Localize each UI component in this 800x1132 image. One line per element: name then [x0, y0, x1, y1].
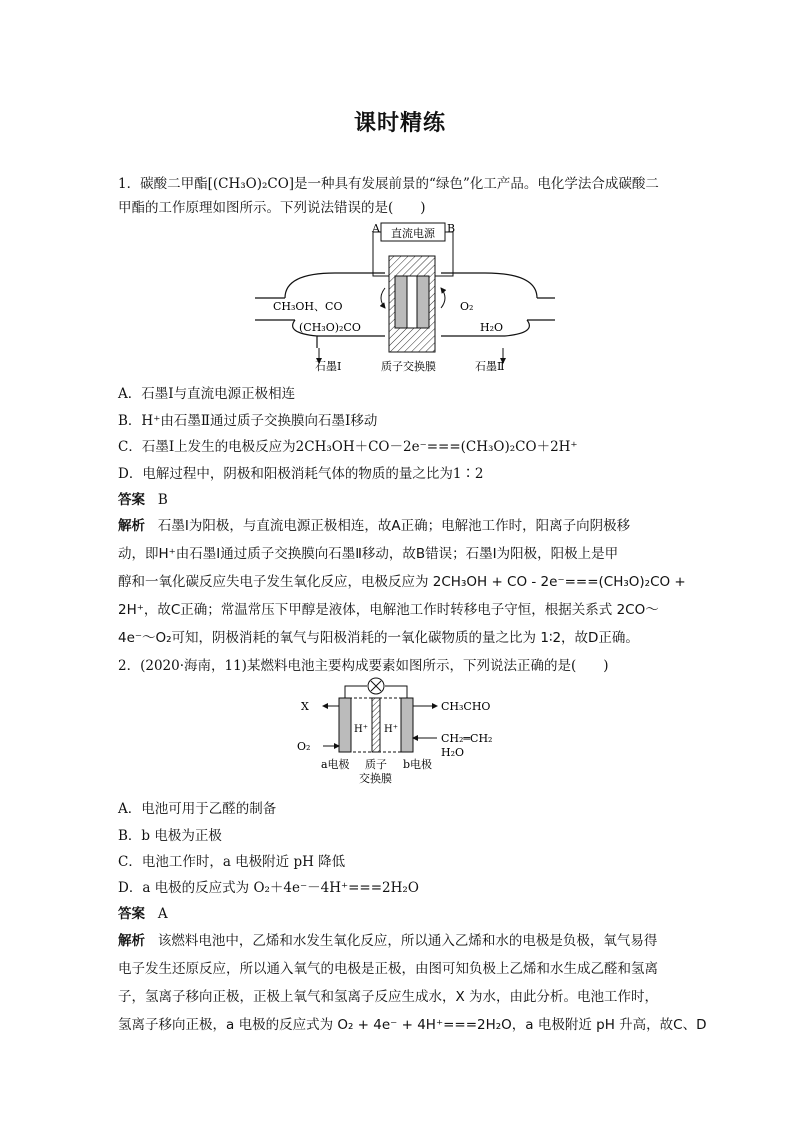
q2-fuel-cell-figure — [295, 676, 515, 790]
fig2-h-right: H⁺ — [384, 724, 398, 735]
fig2-membrane-label-1: 质子 — [365, 758, 387, 771]
q1-stem-line2: 甲酯的工作原理如图所示。下列说法错误的是( ) — [118, 200, 426, 216]
power-supply-label: 直流电源 — [391, 227, 435, 240]
q1-option-d: D．电解过程中，阴极和阳极消耗气体的物质的量之比为1∶2 — [118, 466, 484, 482]
q1-analysis-line4: 2H⁺，故C正确；常温常压下甲醇是液体，电解池工作时转移电子守恒，根据关系式 2CO～ — [118, 602, 659, 618]
q1-analysis-line3: 醇和一氧化碳反应失电子发生氧化反应，电极反应为 2CH₃OH + CO - 2e⁻===(CH₃O)₂CO + — [118, 574, 686, 590]
q2-analysis-text1: 该燃料电池中，乙烯和水发生氧化反应，所以通入乙烯和水的电极是负极，氧气易得 — [157, 933, 658, 949]
q1-answer-value: B — [157, 492, 168, 508]
q2-option-d: D．a 电极的反应式为 O₂＋4e⁻－4H⁺===2H₂O — [118, 880, 419, 896]
q2-option-a: A．电池可用于乙醛的制备 — [118, 801, 277, 817]
page-title: 课时精练 — [353, 111, 446, 136]
q1-stem-line1: 1．碳酸二甲酯[(CH₃O)₂CO]是一种具有发展前景的“绿色”化工产品。电化学法合成碳酸二 — [118, 176, 659, 192]
fig1-membrane-label: 质子交换膜 — [381, 360, 436, 373]
q2-analysis-line3: 子，氢离子移向正极，正极上氧气和氢离子反应生成水，X 为水，由此分析。电池工作时， — [118, 989, 659, 1005]
q2-option-b: B．b 电极为正极 — [118, 828, 222, 844]
fig1-electrode-left-label: 石墨Ⅰ — [315, 360, 342, 373]
q1-answer-label: 答案 — [118, 492, 145, 508]
proton-exchange-membrane — [372, 698, 380, 752]
q2-answer-row — [118, 902, 688, 922]
q2-answer-value: A — [157, 906, 168, 922]
fig2-electrode-b-label: b电极 — [403, 758, 433, 771]
fig2-electrode-a-label: a电极 — [321, 758, 350, 771]
fig2-reactant2-label: H₂O — [441, 746, 465, 759]
q1-analysis-text1: 石墨Ⅰ为阳极，与直流电源正极相连，故A正确；电解池工作时，阳离子向阴极移 — [157, 518, 631, 534]
q1-option-c: C．石墨Ⅰ上发生的电极反应为2CH₃OH＋CO－2e⁻===(CH₃O)₂CO＋2H⁺ — [118, 439, 578, 455]
fig1-inlet-right: O₂ — [460, 300, 474, 313]
q2-option-c: C．电池工作时，a 电极附近 pH 降低 — [118, 854, 346, 870]
fig2-membrane-label-2: 交换膜 — [359, 772, 392, 785]
fig2-reactant1-label: CH₂═CH₂ — [441, 732, 493, 745]
fig2-o2-label: O₂ — [297, 740, 311, 753]
q2-stem: 2．(2020·海南，11)某燃料电池主要构成要素如图所示，下列说法正确的是( ) — [118, 658, 609, 674]
q2-analysis-line2: 电子发生还原反应，所以通入氧气的电极是正极，由图可知负极上乙烯和水生成乙醛和氢离 — [118, 961, 658, 977]
q1-analysis-label: 解析 — [118, 518, 145, 534]
electrode-a — [339, 698, 351, 752]
q1-analysis-line1 — [118, 514, 688, 534]
q1-electrolysis-figure — [255, 218, 555, 376]
fig1-inlet-left: CH₃OH、CO — [273, 300, 343, 313]
q1-analysis-line5: 4e⁻～O₂可知，阴极消耗的氧气与阳极消耗的一氧化碳物质的量之比为 1∶2，故D正确。 — [118, 630, 639, 646]
terminal-a-label: A — [372, 222, 380, 235]
q1-option-a: A．石墨Ⅰ与直流电源正极相连 — [118, 386, 296, 402]
terminal-b-label: B — [447, 222, 456, 235]
q2-analysis-label: 解析 — [118, 933, 145, 949]
q1-answer-row — [118, 488, 688, 508]
graphite-electrode-1 — [395, 276, 407, 328]
fig2-product-label: CH₃CHO — [441, 700, 491, 713]
fig1-outlet-right: H₂O — [480, 321, 504, 334]
proton-membrane — [407, 276, 417, 328]
q2-analysis-line1 — [118, 929, 688, 949]
fig2-x-label: X — [301, 700, 309, 713]
q1-option-b: B．H⁺由石墨Ⅱ通过质子交换膜向石墨Ⅰ移动 — [118, 413, 378, 429]
q1-analysis-line2: 动，即H⁺由石墨Ⅰ通过质子交换膜向石墨Ⅱ移动，故B错误；石墨Ⅰ为阳极，阳极上是甲 — [118, 546, 619, 562]
fig1-electrode-right-label: 石墨Ⅱ — [475, 360, 505, 373]
fig2-h-left: H⁺ — [354, 724, 368, 735]
q2-answer-label: 答案 — [118, 906, 145, 922]
fig1-outlet-left: (CH₃O)₂CO — [299, 321, 361, 334]
graphite-electrode-2 — [417, 276, 429, 328]
q2-analysis-line4: 氢离子移向正极，a 电极的反应式为 O₂ + 4e⁻ + 4H⁺===2H₂O，a 电极附近 pH 升高，故C、D — [118, 1017, 707, 1033]
electrode-b — [401, 698, 413, 752]
